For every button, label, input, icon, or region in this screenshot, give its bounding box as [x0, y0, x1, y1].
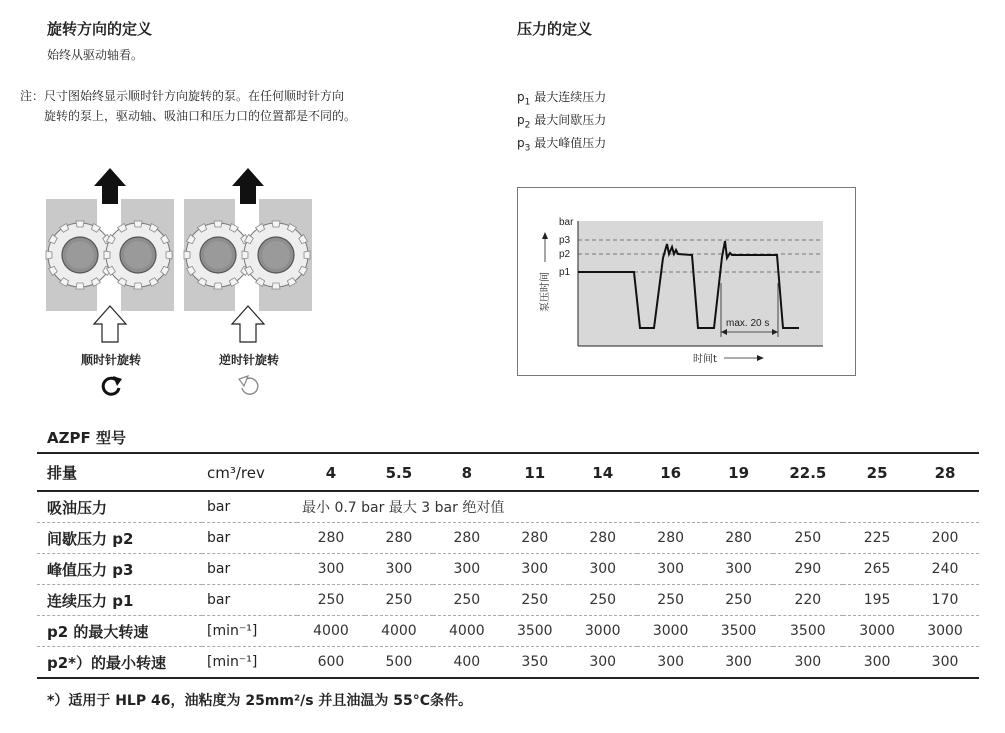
- header-name: 排量: [37, 455, 202, 491]
- cell: 3000: [911, 616, 979, 647]
- cell: 3500: [705, 616, 773, 647]
- row-unit: [min⁻¹]: [202, 647, 297, 679]
- cell: 300: [433, 554, 501, 585]
- pressure-time-diagram: [517, 187, 857, 377]
- pressure-item-p3: $p_3$ 最大峰值压力: [517, 136, 607, 154]
- row-name: 间歇压力 p2: [37, 523, 202, 554]
- cell: 250: [365, 585, 433, 616]
- cell: 400: [433, 647, 501, 679]
- header-unit: cm³/rev: [202, 455, 297, 491]
- clockwise-label: 顺时针旋转: [80, 353, 141, 367]
- cell: 280: [433, 523, 501, 554]
- cell: 300: [569, 647, 637, 679]
- cell: 250: [501, 585, 569, 616]
- cell: 280: [569, 523, 637, 554]
- header-value: 4: [297, 455, 365, 491]
- max-duration-label: max. 20 s: [726, 318, 770, 329]
- cell: 3000: [637, 616, 705, 647]
- pressure-item-p2: $p_2$ 最大间歇压力: [517, 113, 607, 131]
- cell: 280: [365, 523, 433, 554]
- pressure-title: 压力的定义: [517, 20, 593, 38]
- cell: 300: [911, 647, 979, 679]
- row-unit: bar: [202, 491, 297, 523]
- pressure-item-text: 最大间歇压力: [534, 113, 607, 127]
- cell: 300: [705, 647, 773, 679]
- table-title: AZPF 型号: [47, 429, 126, 447]
- cell: 250: [569, 585, 637, 616]
- table-top-rule: [37, 452, 979, 454]
- header-value: 16: [637, 455, 705, 491]
- header-value: 22.5: [773, 455, 844, 491]
- counterclockwise-arrow-icon: [236, 372, 262, 398]
- pressure-item-p1: $p_1$ 最大连续压力: [517, 90, 607, 108]
- cell: 300: [637, 554, 705, 585]
- note-prefix: 注：: [20, 89, 45, 103]
- cell: 265: [843, 554, 911, 585]
- cell: 200: [911, 523, 979, 554]
- cell: 225: [843, 523, 911, 554]
- gear-pump-illustrations: [40, 160, 330, 410]
- header-value: 11: [501, 455, 569, 491]
- y-axis-title: 泵压时间: [540, 272, 551, 312]
- pressure-item-text: 最大连续压力: [534, 90, 607, 104]
- row-name: 吸油压力: [37, 491, 202, 523]
- x-axis-title: 时间t: [693, 354, 717, 365]
- cell: 280: [501, 523, 569, 554]
- table-row: [37, 554, 979, 585]
- header-value: 5.5: [365, 455, 433, 491]
- header-value: 14: [569, 455, 637, 491]
- row-name: p2 的最大转速: [37, 616, 202, 647]
- rotation-title: 旋转方向的定义: [47, 20, 153, 38]
- cell: 500: [365, 647, 433, 679]
- table-row: [37, 585, 979, 616]
- cell: 220: [773, 585, 844, 616]
- header-value: 28: [911, 455, 979, 491]
- p2-axis-label: p2: [559, 249, 571, 260]
- cell: 4000: [433, 616, 501, 647]
- row-name: p2*）的最小转速: [37, 647, 202, 679]
- cell: 3000: [843, 616, 911, 647]
- row-name: 峰值压力 p3: [37, 554, 202, 585]
- cell: 300: [773, 647, 844, 679]
- rotation-subtitle: 始终从驱动轴看。: [47, 48, 144, 62]
- row-unit: bar: [202, 554, 297, 585]
- counterclockwise-label: 逆时针旋转: [218, 353, 279, 367]
- cell: 240: [911, 554, 979, 585]
- cell: 250: [433, 585, 501, 616]
- cell: 4000: [365, 616, 433, 647]
- cell: 250: [297, 585, 365, 616]
- table-row: [37, 647, 979, 679]
- cell: 3000: [569, 616, 637, 647]
- row-unit: bar: [202, 585, 297, 616]
- cell: 300: [843, 647, 911, 679]
- cell: 300: [637, 647, 705, 679]
- note-line-2: 旋转的泵上，驱动轴、吸油口和压力口的位置都是不同的。: [44, 109, 357, 123]
- cell: 250: [637, 585, 705, 616]
- header-value: 19: [705, 455, 773, 491]
- spec-table: [37, 455, 979, 679]
- cell: 3500: [773, 616, 844, 647]
- table-header-row: [37, 455, 979, 491]
- cell: 300: [297, 554, 365, 585]
- pump-counterclockwise: [184, 168, 312, 342]
- cell: 350: [501, 647, 569, 679]
- p3-axis-label: p3: [559, 235, 571, 246]
- row-name: 连续压力 p1: [37, 585, 202, 616]
- row-unit: bar: [202, 523, 297, 554]
- cell: 250: [773, 523, 844, 554]
- cell: 300: [705, 554, 773, 585]
- pressure-item-text: 最大峰值压力: [534, 136, 607, 150]
- cell: 250: [705, 585, 773, 616]
- y-unit-label: bar: [559, 217, 574, 228]
- header-value: 25: [843, 455, 911, 491]
- cell: 4000: [297, 616, 365, 647]
- cell: 600: [297, 647, 365, 679]
- table-row: [37, 523, 979, 554]
- note-line-1: 尺寸图始终显示顺时针方向旋转的泵。在任何顺时针方向: [44, 89, 345, 103]
- cell: 280: [705, 523, 773, 554]
- cell: 280: [297, 523, 365, 554]
- suction-range: 最小 0.7 bar 最大 3 bar 绝对值: [297, 491, 979, 523]
- table-footnote: *）适用于 HLP 46，油粘度为 25mm²/s 并且油温为 55°C条件。: [47, 693, 473, 709]
- cell: 170: [911, 585, 979, 616]
- p1-axis-label: p1: [559, 267, 571, 278]
- pump-clockwise: [46, 168, 174, 342]
- cell: 300: [569, 554, 637, 585]
- row-unit: [min⁻¹]: [202, 616, 297, 647]
- table-row: [37, 491, 979, 523]
- clockwise-arrow-icon: [99, 372, 125, 398]
- cell: 3500: [501, 616, 569, 647]
- cell: 300: [365, 554, 433, 585]
- cell: 195: [843, 585, 911, 616]
- cell: 300: [501, 554, 569, 585]
- table-row: [37, 616, 979, 647]
- cell: 290: [773, 554, 844, 585]
- cell: 280: [637, 523, 705, 554]
- header-value: 8: [433, 455, 501, 491]
